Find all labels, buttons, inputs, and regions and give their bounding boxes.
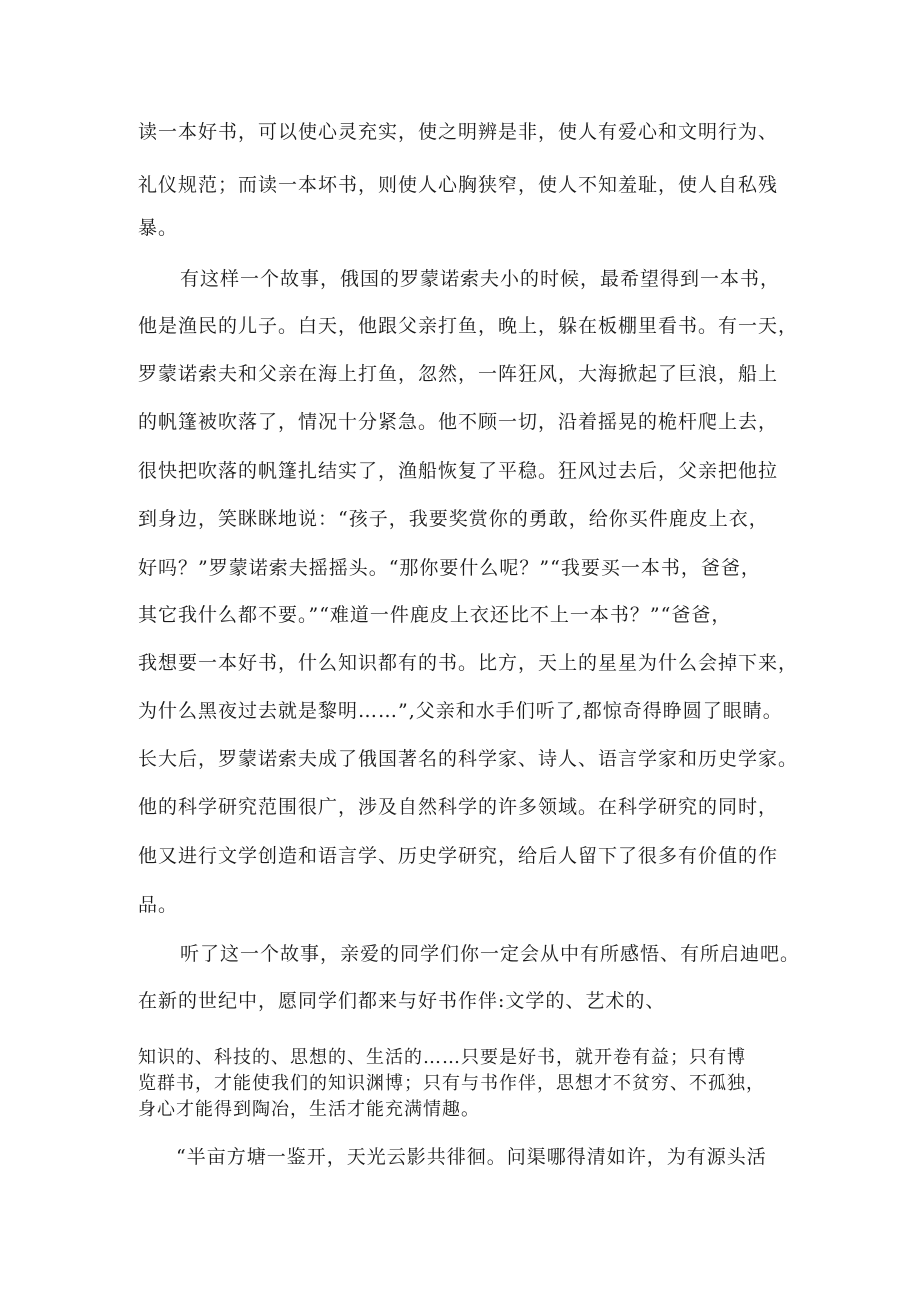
text-line: 好吗？”罗蒙诺索夫摇摇头。“那你要什么呢？”“我要买一本书，爸爸， bbox=[138, 557, 761, 579]
text-line: 长大后，罗蒙诺索夫成了俄国著名的科学家、诗人、语言学家和历史学家。 bbox=[138, 748, 799, 770]
text-line: 很快把吹落的帆篷扎结实了，渔船恢复了平稳。狂风过去后，父亲把他拉 bbox=[138, 460, 779, 482]
text-line: 听了这一个故事，亲爱的同学们你一定会从中有所感悟、有所启迪吧。 bbox=[180, 943, 801, 965]
text-line: 我想要一本好书，什么知识都有的书。比方，天上的星星为什么会掉下来， bbox=[138, 652, 799, 674]
text-line: 品。 bbox=[138, 894, 179, 916]
text-line: 礼仪规范；而读一本坏书，则使人心胸狭窄，使人不知羞耻，使人自私残 bbox=[138, 174, 779, 196]
text-line: 有这样一个故事，俄国的罗蒙诺索夫小的时候，最希望得到一本书， bbox=[180, 268, 781, 290]
text-line: 其它我什么都不要。”“难道一件鹿皮上衣还比不上一本书？”“爸爸， bbox=[138, 604, 732, 626]
text-line: 的帆篷被吹落了，情况十分紧急。他不顾一切，沿着摇晃的桅杆爬上去， bbox=[138, 411, 779, 433]
text-line: 知识的、科技的、思想的、生活的……只要是好书，就开卷有益；只有博 bbox=[138, 1047, 746, 1068]
text-line: 览群书，才能使我们的知识渊博；只有与书作伴，思想才不贫穷、不孤独， bbox=[138, 1073, 765, 1094]
text-line: 到身边，笑眯眯地说：“孩子，我要奖赏你的勇敢，给你买件鹿皮上衣， bbox=[138, 508, 769, 530]
text-line: 暴。 bbox=[138, 217, 179, 239]
text-line: 他是渔民的儿子。白天，他跟父亲打鱼，晚上，躲在板棚里看书。有一天， bbox=[138, 315, 799, 337]
text-line: 罗蒙诺索夫和父亲在海上打鱼，忽然，一阵狂风，大海掀起了巨浪，船上 bbox=[138, 363, 779, 385]
text-line: “半亩方塘一鉴开，天光云影共徘徊。问渠哪得清如许，为有源头活 bbox=[176, 1146, 767, 1168]
text-line: 为什么黑夜过去就是黎明……”,父亲和水手们听了,都惊奇得睁圆了眼睛。 bbox=[138, 700, 783, 722]
text-line: 读一本好书，可以使心灵充实，使之明辨是非，使人有爱心和文明行为、 bbox=[138, 121, 779, 143]
text-line: 身心才能得到陶冶，生活才能充满情趣。 bbox=[138, 1099, 480, 1120]
text-line: 在新的世纪中，愿同学们都来与好书作伴:文学的、艺术的、 bbox=[138, 990, 666, 1012]
text-line: 他又进行文学创造和语言学、历史学研究，给后人留下了很多有价值的作 bbox=[138, 845, 779, 867]
text-line: 他的科学研究范围很广，涉及自然科学的许多领域。在科学研究的同时， bbox=[138, 796, 779, 818]
